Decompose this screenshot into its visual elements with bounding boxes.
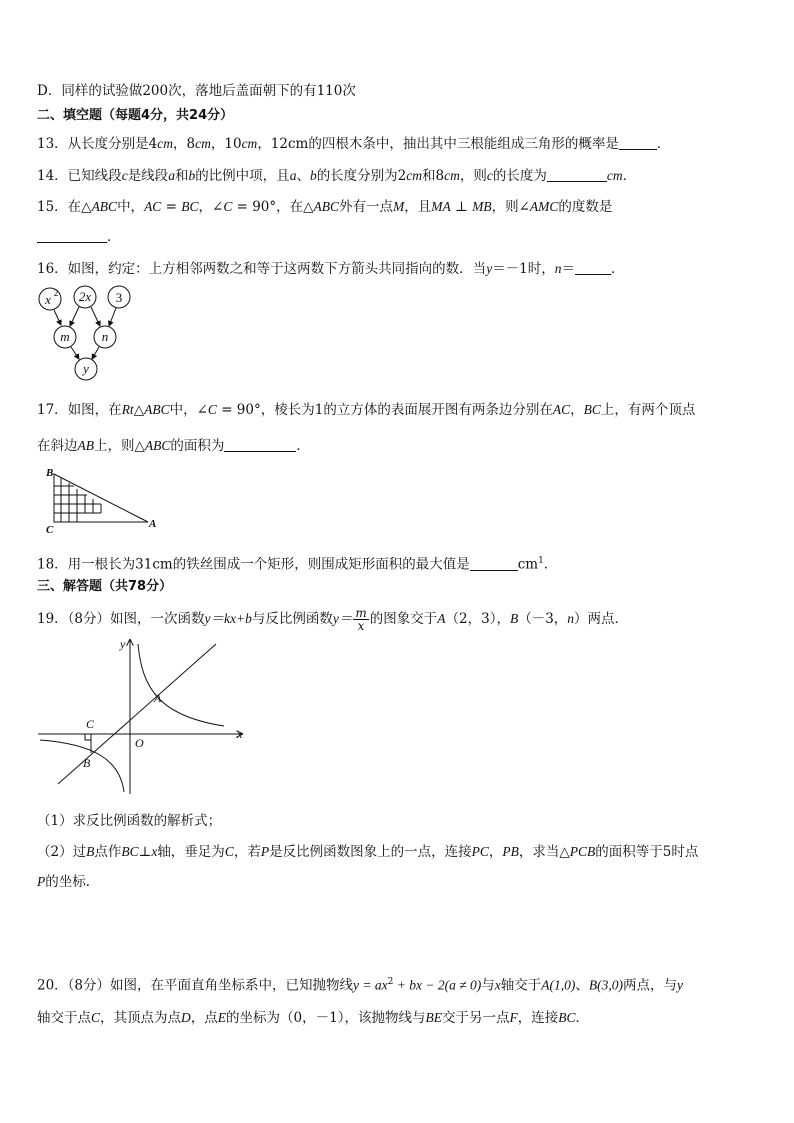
point-label-c: C bbox=[86, 717, 95, 731]
answer-blank[interactable] bbox=[470, 557, 518, 571]
question-17-line-2: 在斜边AB上，则△ABC的面积为 ． bbox=[37, 438, 310, 454]
q19-function-graph bbox=[34, 636, 254, 796]
question-19-part-2-line-2: P的坐标． bbox=[37, 874, 100, 890]
answer-blank[interactable] bbox=[575, 261, 611, 275]
label-m: m bbox=[60, 329, 70, 344]
label-y: y bbox=[83, 361, 89, 376]
answer-blank[interactable] bbox=[224, 438, 296, 452]
question-13: 13．从长度分别是4cm，8cm，10cm，12cm的四根木条中，抽出其中三根能组成三角形的概率是 ． bbox=[37, 136, 671, 152]
label-sup-2: 2 bbox=[53, 288, 59, 298]
label-3: 3 bbox=[115, 290, 123, 305]
question-16: 16．如图，约定：上方相邻两数之和等于这两数下方箭头共同指向的数．当y＝－1时，n＝ ． bbox=[37, 261, 625, 277]
line-kx-b bbox=[58, 644, 216, 784]
answer-blank[interactable] bbox=[619, 136, 657, 150]
question-15: 15．在△ABC中，AC = BC，∠C = 90°，在△ABC外有一点M，且MA ⊥ MB，则∠AMC的度数是 bbox=[37, 199, 613, 215]
question-17: 17．如图，在Rt△ABC中，∠C = 90°，棱长为1的立方体的表面展开图有两条边分别在AC，BC上，有两个顶点 bbox=[37, 402, 696, 418]
axis-label-x: x bbox=[237, 727, 243, 741]
question-15-answer-line: ． bbox=[37, 228, 121, 246]
answer-blank[interactable] bbox=[37, 229, 107, 243]
q16-arrow-diagram bbox=[34, 284, 144, 384]
hyperbola-left-branch bbox=[40, 740, 124, 792]
q17-triangle-figure bbox=[44, 466, 164, 536]
q12-option-d: D．同样的试验做200次，落地后盖面朝下的有110次 bbox=[37, 83, 356, 99]
question-19-part-1: （1）求反比例函数的解析式； bbox=[37, 813, 222, 829]
point-label-b: B bbox=[83, 756, 91, 770]
vertex-a: A bbox=[149, 518, 157, 530]
section-2-title: 二、填空题（每题4分，共24分） bbox=[37, 108, 234, 123]
answer-blank[interactable] bbox=[547, 168, 607, 182]
hyperbola-right-branch bbox=[138, 644, 224, 726]
question-20-line-2: 轴交于点C，其顶点为点D，点E的坐标为（0，－1），该抛物线与BE交于另一点F，连接BC． bbox=[37, 1010, 589, 1026]
question-20: 20．（8分）如图，在平面直角坐标系中，已知抛物线$y = ax^2$ + bx − 2(a ≠ 0)与x轴交于A(1,0)、B(3,0)两点，与y bbox=[37, 977, 683, 994]
origin-label: O bbox=[135, 736, 144, 750]
vertex-c: C bbox=[46, 524, 54, 536]
question-19: 19．（8分）如图，一次函数y＝kx+b与反比例函数y＝ $\frac{m}{x}$ 的图象交于A（2，3），B（－3，n）两点． bbox=[37, 606, 629, 633]
question-18: 18．用一根长为31cm的铁丝围成一个矩形，则围成矩形面积的最大值是 $cm^1$． bbox=[37, 556, 558, 573]
point-label-a: A bbox=[154, 691, 162, 705]
label-2x: 2x bbox=[78, 289, 92, 304]
question-14: 14．已知线段c是线段a和b的比例中项，且a、b的长度分别为2cm和8cm，则c的长度为 cm． bbox=[37, 168, 637, 184]
right-angle-mark bbox=[85, 734, 91, 740]
section-3-title: 三、解答题（共78分） bbox=[37, 579, 173, 594]
question-19-part-2: （2）过B点作BC⊥x轴，垂足为C，若P是反比例函数图象上的一点，连接PC，PB，求当△PCB的面积等于5时点 bbox=[37, 844, 699, 860]
label-x: x bbox=[45, 292, 51, 307]
label-n: n bbox=[101, 329, 109, 344]
triangle-abc bbox=[54, 474, 148, 522]
axis-label-y: y bbox=[120, 637, 126, 651]
vertex-b: B bbox=[46, 467, 54, 479]
